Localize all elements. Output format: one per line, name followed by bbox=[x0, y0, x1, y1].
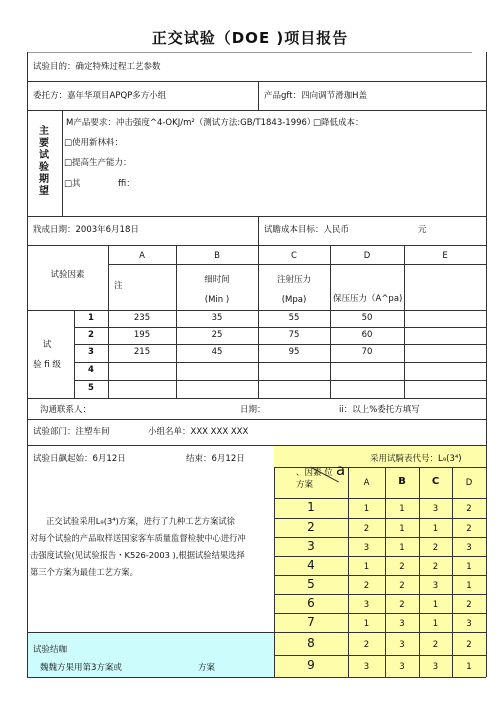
level-a-value: 195 bbox=[133, 330, 151, 340]
description-line-1: 正交试验采用L₉(3⁴)方案，进行了九种工艺方案试徐 bbox=[46, 516, 235, 526]
scheme-level-cell: 3 bbox=[399, 639, 405, 650]
scheme-level-cell: 3 bbox=[466, 618, 472, 629]
factor-d-letter: D bbox=[363, 251, 371, 261]
cost-reduction-option: □降低成本： bbox=[313, 118, 364, 128]
row-rule bbox=[74, 344, 486, 345]
cost-target-field: 试瞻成本目标：人民币 bbox=[264, 225, 350, 235]
scheme-level-cell: 1 bbox=[432, 618, 439, 629]
row-rule bbox=[274, 655, 486, 656]
level-a-value: 215 bbox=[133, 347, 151, 357]
table-code-field: 采用试騎表代号：L₉(3⁴) bbox=[370, 454, 462, 464]
conclusion-label: 试验结咖 bbox=[33, 645, 68, 655]
scheme-label: 方案 bbox=[296, 480, 314, 490]
scheme-number: 6 bbox=[307, 595, 315, 610]
row-rule bbox=[27, 419, 486, 420]
scheme-level-cell: 2 bbox=[399, 599, 405, 610]
col-c-header: C bbox=[431, 476, 440, 487]
date-field: 日期： bbox=[240, 405, 266, 415]
row-rule bbox=[27, 445, 486, 446]
level-b-value: 45 bbox=[211, 347, 223, 357]
factor-c-unit: (Mpa) bbox=[281, 295, 307, 305]
row-rule bbox=[108, 264, 486, 265]
level-d-value: 50 bbox=[361, 313, 373, 323]
table-bottom-border bbox=[27, 677, 486, 678]
scheme-level-cell: 3 bbox=[363, 599, 370, 610]
level-a-value: 235 bbox=[133, 313, 151, 323]
scheme-level-cell: 3 bbox=[363, 542, 370, 553]
requirement-text: M产品要求：冲击强度^4-OKJ/m²（测试方法:GB/T1843-1996） bbox=[66, 118, 316, 128]
col-d-header: D bbox=[465, 478, 473, 488]
factor-d-name: 保压压力（A^pa) bbox=[333, 294, 403, 304]
col-rule bbox=[258, 81, 259, 110]
col-rule bbox=[404, 245, 405, 398]
scheme-level-cell: 3 bbox=[432, 580, 439, 591]
scheme-number: 5 bbox=[307, 576, 315, 591]
level-number: 3 bbox=[88, 347, 94, 357]
row-rule bbox=[27, 216, 486, 217]
row-rule bbox=[274, 498, 486, 499]
scheme-level-cell: 1 bbox=[399, 542, 405, 553]
scheme-number: 7 bbox=[307, 614, 315, 629]
scheme-level-cell: 2 bbox=[363, 639, 370, 650]
scheme-number: 2 bbox=[307, 519, 315, 534]
scheme-level-cell: 3 bbox=[399, 618, 405, 629]
level-c-value: 55 bbox=[288, 313, 300, 323]
row-rule bbox=[74, 362, 486, 363]
scheme-level-cell: 2 bbox=[466, 639, 472, 650]
col-rule bbox=[62, 110, 63, 216]
expectation-side-label: 主要试验期望 bbox=[39, 126, 49, 197]
scheme-level-cell: 1 bbox=[363, 504, 370, 514]
scheme-level-cell: 1 bbox=[466, 662, 472, 672]
level-b-value: 35 bbox=[211, 313, 223, 323]
factor-a-letter: A bbox=[139, 251, 145, 261]
client-field: 委托方：嘉年华项目APQP多方小组 bbox=[33, 91, 167, 101]
title-rule bbox=[27, 52, 472, 53]
level-d-value: 60 bbox=[361, 330, 373, 340]
cost-unit: 元 bbox=[418, 225, 427, 235]
factor-position-mark: a bbox=[336, 461, 346, 479]
scheme-level-cell: 2 bbox=[399, 580, 405, 591]
scheme-level-cell: 2 bbox=[363, 580, 370, 591]
description-line-3: 击强度试验(见试验报告・K526-2003 ),根据试验结果选择 bbox=[30, 550, 245, 560]
scheme-level-cell: 3 bbox=[466, 542, 472, 553]
col-b-header: B bbox=[398, 476, 406, 487]
level-c-value: 75 bbox=[288, 330, 300, 340]
scheme-level-cell: 2 bbox=[432, 542, 439, 553]
scheme-level-cell: 3 bbox=[432, 504, 439, 514]
purpose-field: 试验目的：确定特殊过程工艺参数 bbox=[33, 62, 161, 72]
factor-c-name: 注射压力 bbox=[276, 275, 311, 285]
dept-field: 试验部门：注塑车间 bbox=[33, 427, 110, 437]
table-right-border bbox=[486, 52, 487, 677]
scheme-level-cell: 1 bbox=[363, 561, 370, 572]
finish-date-field: 戕成日期：2003年6月18日 bbox=[33, 225, 139, 235]
fill-note: ii：以上%委托方填写 bbox=[339, 405, 420, 415]
factor-label: 试验因素 bbox=[50, 270, 85, 280]
scheme-level-cell: 1 bbox=[432, 599, 439, 610]
level-label-2: 验 fi 级 bbox=[33, 360, 61, 370]
scheme-level-cell: 2 bbox=[363, 523, 370, 534]
factor-c-letter: C bbox=[291, 251, 297, 261]
scheme-level-cell: 1 bbox=[363, 618, 370, 629]
factor-a-name: 注 bbox=[114, 281, 123, 291]
page-title: 正交试验（DOE )项目报告 bbox=[151, 29, 349, 47]
level-label-1: 试 bbox=[42, 340, 52, 350]
scheme-level-cell: 2 bbox=[466, 599, 472, 610]
conclusion-suffix: 方案 bbox=[198, 663, 216, 673]
scheme-number: 9 bbox=[307, 658, 315, 672]
factor-b-letter: B bbox=[214, 251, 220, 261]
scheme-number: 3 bbox=[307, 538, 315, 553]
scheme-level-cell: 3 bbox=[399, 662, 405, 672]
factor-e-letter: E bbox=[442, 251, 448, 261]
row-rule bbox=[27, 310, 486, 311]
row-rule bbox=[27, 110, 486, 111]
level-c-value: 95 bbox=[288, 347, 300, 357]
row-rule bbox=[27, 632, 486, 633]
level-number: 5 bbox=[88, 383, 94, 393]
scheme-level-cell: 1 bbox=[432, 523, 439, 534]
team-field: 小组名单：XXX XXX XXX bbox=[148, 427, 249, 437]
scheme-number: 4 bbox=[307, 557, 315, 572]
contact-field: 沟通联系人： bbox=[40, 405, 92, 415]
scheme-level-cell: 2 bbox=[466, 504, 472, 514]
level-number: 2 bbox=[88, 330, 94, 340]
description-line-4: 第三个方案为最佳工艺方案。 bbox=[30, 567, 138, 577]
row-rule bbox=[27, 81, 486, 82]
scheme-level-cell: 1 bbox=[399, 523, 405, 534]
factor-position-label: 、因素 位 bbox=[296, 468, 333, 478]
row-rule bbox=[74, 327, 486, 328]
col-rule bbox=[258, 216, 259, 245]
level-d-value: 70 bbox=[361, 347, 373, 357]
factor-b-unit: (Min ) bbox=[204, 295, 230, 305]
col-a-header: A bbox=[363, 478, 370, 488]
row-rule bbox=[27, 398, 486, 399]
other-option: □其 bbox=[64, 179, 81, 189]
conclusion-text: 魏魏方果用第3方案或 bbox=[40, 663, 122, 673]
scheme-level-cell: 1 bbox=[466, 561, 472, 572]
scheme-level-cell: 1 bbox=[466, 580, 472, 591]
level-number: 4 bbox=[88, 365, 94, 375]
scheme-level-cell: 2 bbox=[399, 561, 405, 572]
row-rule bbox=[74, 380, 486, 381]
scheme-level-cell: 1 bbox=[399, 504, 405, 514]
level-number: 1 bbox=[88, 313, 94, 323]
description-line-2: 对每个试验的产品取样送国家客车质量监督检驶中心进行冲 bbox=[30, 533, 246, 543]
new-material-option: □使用新林料： bbox=[64, 138, 124, 148]
row-rule bbox=[27, 245, 486, 246]
scheme-level-cell: 3 bbox=[432, 662, 439, 672]
other-option-suffix: ffi： bbox=[118, 179, 135, 189]
factor-b-name: 细时间 bbox=[204, 275, 230, 285]
productivity-option: □提高生产能力： bbox=[64, 158, 132, 168]
scheme-level-cell: 3 bbox=[363, 662, 370, 672]
scheme-number: 8 bbox=[307, 635, 315, 650]
product-field: 产品gft：四向调节滑珈H盖 bbox=[264, 91, 367, 101]
end-date-field: 结束：6月12日 bbox=[186, 454, 245, 464]
start-date-field: 试验日飙起始：6月12日 bbox=[33, 454, 126, 464]
scheme-level-cell: 2 bbox=[432, 639, 439, 650]
level-b-value: 25 bbox=[211, 330, 223, 340]
scheme-level-cell: 2 bbox=[466, 523, 472, 534]
scheme-number: 1 bbox=[307, 500, 315, 514]
scheme-level-cell: 2 bbox=[432, 561, 439, 572]
